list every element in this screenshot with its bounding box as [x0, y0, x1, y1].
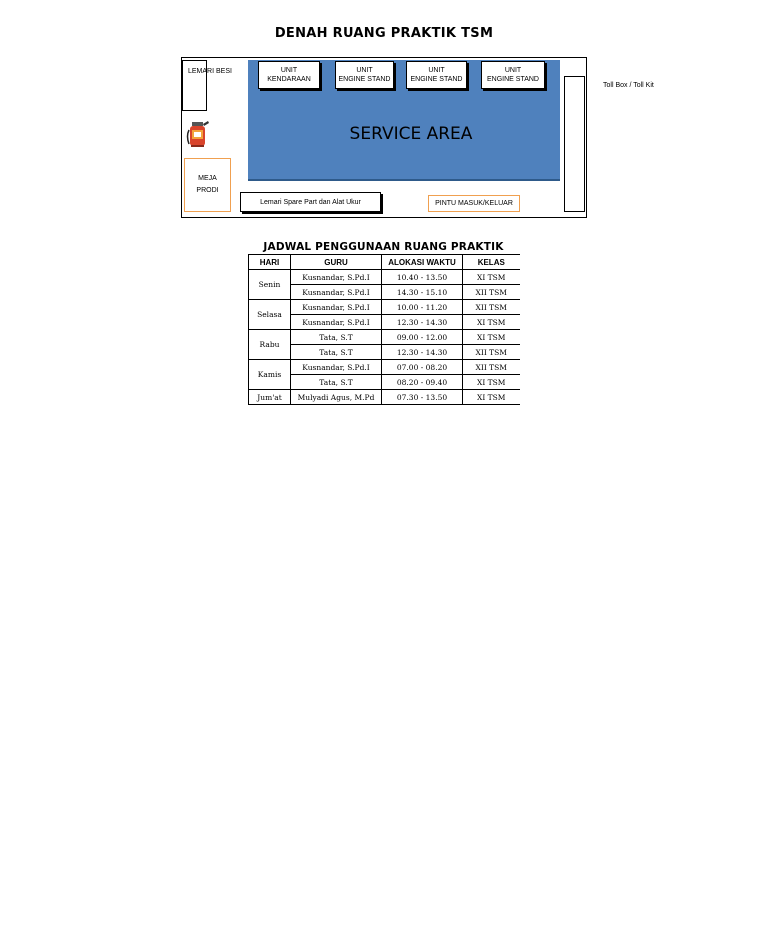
unit-line2: ENGINE STAND	[410, 76, 463, 83]
table-row	[249, 360, 520, 375]
fire-extinguisher-icon	[186, 118, 210, 148]
guru-cell: Tata, S.T	[291, 330, 382, 345]
waktu-cell: 08.20 - 09.40	[382, 375, 463, 390]
day-cell: Selasa	[249, 300, 291, 330]
waktu-cell: 07.30 - 13.50	[382, 390, 463, 405]
unit-line1: UNIT	[356, 67, 373, 74]
waktu-cell: 07.00 - 08.20	[382, 360, 463, 375]
waktu-cell: 12.30 - 14.30	[382, 315, 463, 330]
unit-line1: UNIT	[428, 67, 445, 74]
unit-line1: UNIT	[504, 67, 522, 74]
toolbox-label: Toll Box / Toll Kit	[603, 82, 654, 89]
guru-cell: Kusnandar, S.Pd.I	[291, 270, 382, 285]
guru-cell: Kusnandar, S.Pd.I	[291, 315, 382, 330]
header-guru: GURU	[291, 255, 382, 270]
guru-cell: Tata, S.T	[291, 345, 382, 360]
guru-cell: Kusnandar, S.Pd.I	[291, 300, 382, 315]
page-title: DENAH RUANG PRAKTIK TSM	[274, 26, 494, 41]
desk-line2: PRODI	[196, 187, 219, 194]
kelas-cell: XI TSM	[463, 330, 520, 345]
waktu-cell: 14.30 - 15.10	[382, 285, 463, 300]
day-cell: Rabu	[249, 330, 291, 360]
waktu-cell: 09.00 - 12.00	[382, 330, 463, 345]
unit-engine-stand-1	[335, 61, 394, 89]
kelas-cell: XII TSM	[463, 360, 520, 375]
lemari-besi-label: LEMARI BESI	[188, 68, 232, 75]
unit-line2: ENGINE STAND	[338, 76, 391, 83]
kelas-cell: XI TSM	[463, 375, 520, 390]
service-area-label: SERVICE AREA	[349, 124, 473, 144]
kelas-cell: XII TSM	[463, 285, 520, 300]
unit-line2: ENGINE STAND	[487, 76, 539, 83]
waktu-cell: 12.30 - 14.30	[382, 345, 463, 360]
table-row	[249, 300, 520, 315]
day-cell: Kamis	[249, 360, 291, 390]
day-cell: Jum'at	[249, 390, 291, 405]
unit-line1: UNIT	[280, 67, 298, 74]
day-cell: Senin	[249, 270, 291, 300]
toolbox-shelf	[564, 76, 585, 212]
unit-engine-stand-3	[481, 61, 545, 89]
guru-cell: Mulyadi Agus, M.Pd	[291, 390, 382, 405]
guru-cell: Kusnandar, S.Pd.I	[291, 285, 382, 300]
unit-line2: KENDARAAN	[267, 76, 311, 83]
header-waktu: ALOKASI WAKTU	[382, 255, 463, 270]
lemari-spare-part: Lemari Spare Part dan Alat Ukur	[240, 192, 381, 212]
schedule-header-row	[249, 255, 520, 270]
kelas-cell: XII TSM	[463, 345, 520, 360]
table-row	[249, 390, 520, 405]
table-row	[249, 330, 520, 345]
meja-prodi	[184, 158, 231, 212]
header-kelas: KELAS	[463, 255, 520, 270]
table-row	[249, 270, 520, 285]
schedule-table	[248, 254, 520, 405]
schedule-title: JADWAL PENGGUNAAN RUANG PRAKTIK	[263, 241, 504, 253]
guru-cell: Tata, S.T	[291, 375, 382, 390]
desk-line1: MEJA	[198, 175, 217, 182]
unit-kendaraan	[258, 61, 320, 89]
guru-cell: Kusnandar, S.Pd.I	[291, 360, 382, 375]
kelas-cell: XI TSM	[463, 390, 520, 405]
kelas-cell: XII TSM	[463, 300, 520, 315]
pintu-masuk-keluar: PINTU MASUK/KELUAR	[428, 195, 520, 212]
kelas-cell: XI TSM	[463, 270, 520, 285]
waktu-cell: 10.40 - 13.50	[382, 270, 463, 285]
unit-engine-stand-2	[406, 61, 467, 89]
header-hari: HARI	[249, 255, 291, 270]
waktu-cell: 10.00 - 11.20	[382, 300, 463, 315]
kelas-cell: XI TSM	[463, 315, 520, 330]
